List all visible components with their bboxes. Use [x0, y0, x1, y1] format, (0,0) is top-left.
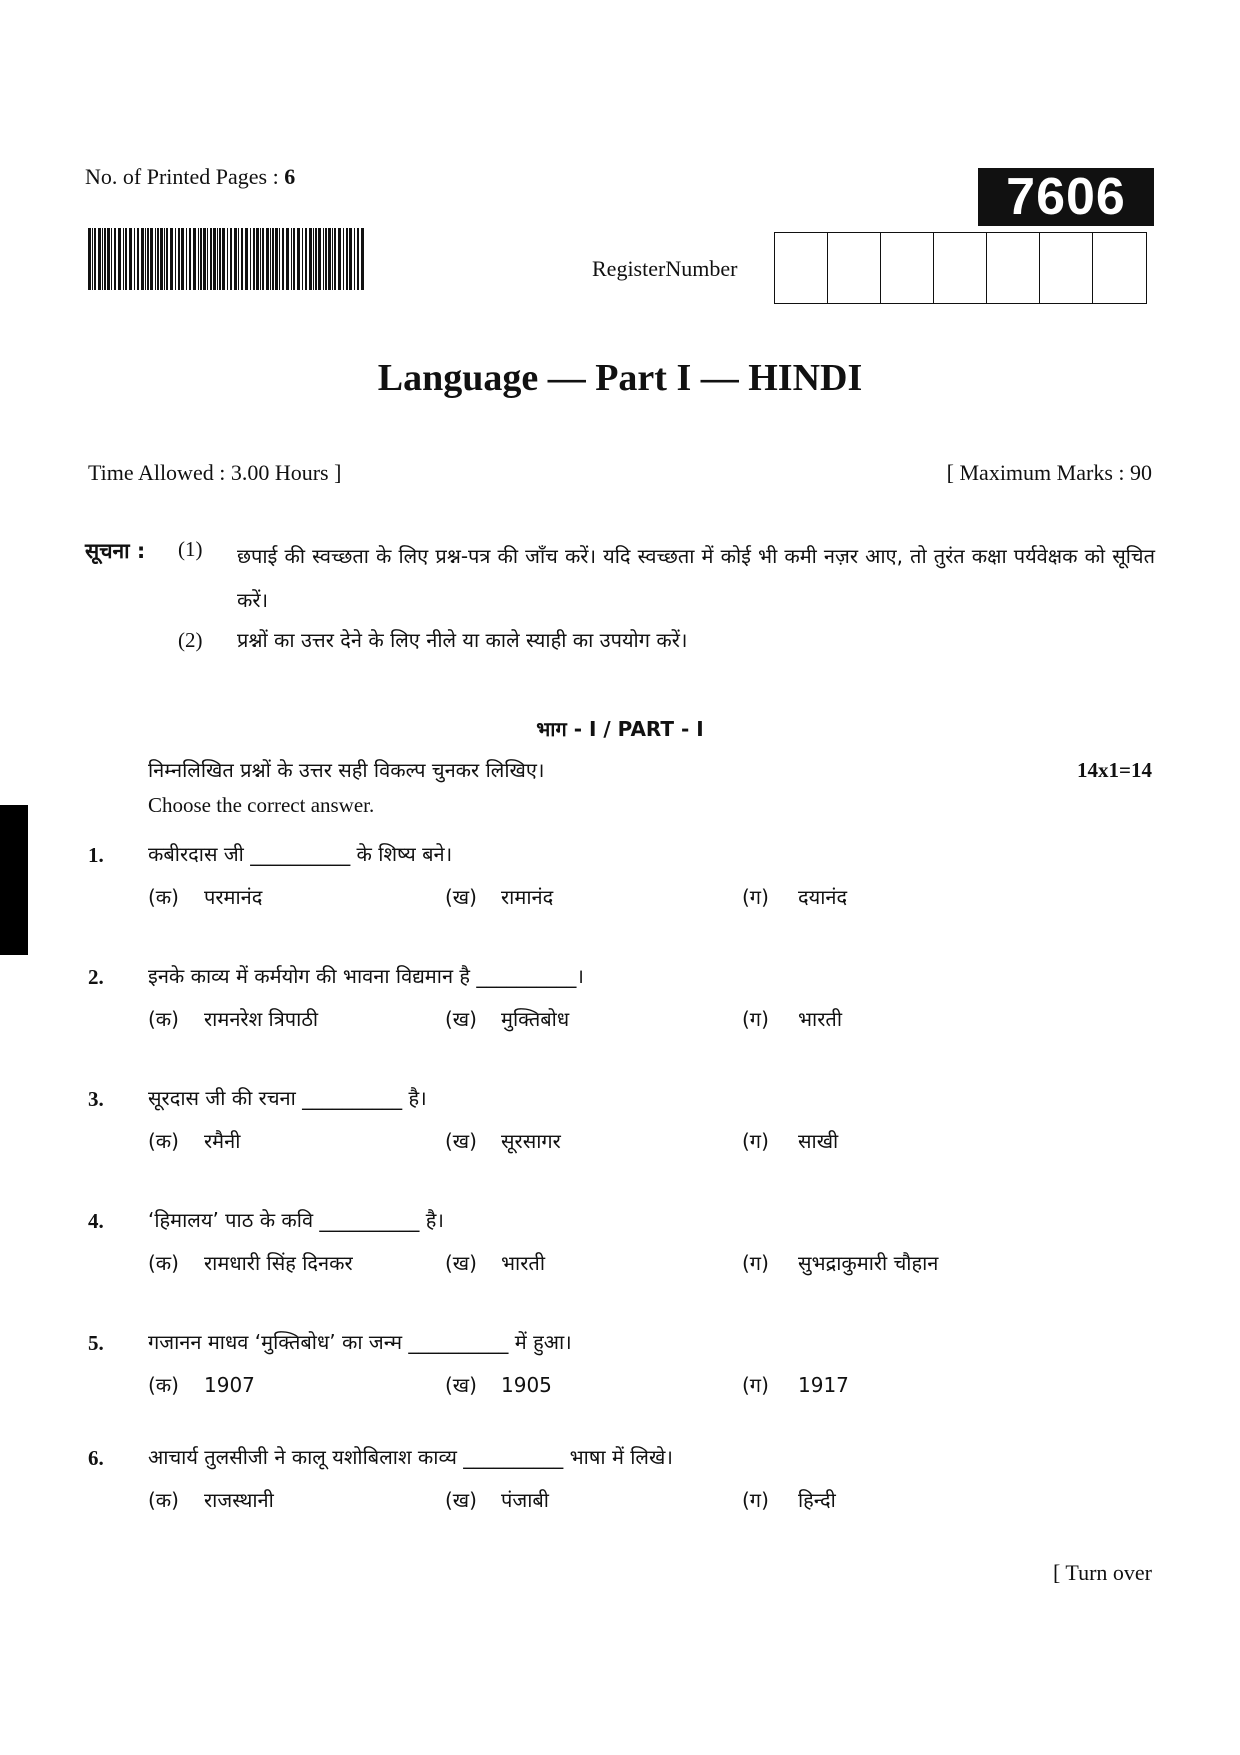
barcode-bar — [219, 228, 221, 290]
barcode-bar — [210, 228, 212, 290]
barcode-bar — [92, 228, 93, 290]
option-marker: (ख) — [445, 1007, 477, 1031]
question-item — [0, 1209, 1240, 1309]
barcode-bar — [102, 228, 103, 290]
time-allowed: Time Allowed : 3.00 Hours ] — [88, 460, 342, 485]
option-text: मुक्तिबोध — [501, 1007, 570, 1031]
barcode-bar — [114, 228, 116, 290]
barcode-bar — [343, 228, 344, 290]
barcode-bar — [155, 228, 156, 290]
register-digit-box[interactable] — [775, 233, 828, 303]
barcode-bar — [357, 228, 359, 290]
barcode-bar — [164, 228, 165, 290]
barcode-bar — [260, 228, 261, 290]
barcode-bar — [94, 228, 96, 290]
barcode-bar — [349, 228, 352, 290]
barcode-bar — [141, 228, 144, 290]
barcode-bar — [157, 228, 159, 290]
question-text: सूरदास जी की रचना __________ है। — [148, 1086, 427, 1110]
option-text: 1905 — [501, 1373, 552, 1397]
answer-option — [445, 1371, 552, 1398]
option-text: दयानंद — [798, 885, 848, 909]
option-text: सुभद्राकुमारी चौहान — [798, 1251, 939, 1275]
barcode-bar — [137, 228, 139, 290]
barcode-bar — [262, 228, 264, 290]
instruction-hindi: निम्नलिखित प्रश्नों के उत्तर सही विकल्प चुनकर लिखिए। — [148, 758, 545, 782]
maximum-marks: [ Maximum Marks : 90 — [946, 460, 1152, 485]
option-text: सूरसागर — [501, 1129, 561, 1153]
barcode-bar — [198, 228, 199, 290]
option-text: भारती — [798, 1007, 842, 1031]
barcode-bar — [238, 228, 239, 290]
answer-option — [742, 1249, 938, 1276]
option-text: परमानंद — [204, 885, 263, 909]
barcode-bar — [88, 228, 91, 290]
barcode-bar — [318, 228, 321, 290]
answer-option — [148, 1371, 255, 1398]
option-marker: (ख) — [445, 1129, 477, 1153]
barcode-bar — [145, 228, 146, 290]
barcode-bar — [270, 228, 271, 290]
barcode-bar — [181, 228, 184, 290]
question-item — [0, 965, 1240, 1065]
barcode-bar — [170, 228, 173, 290]
barcode-bar — [203, 228, 206, 290]
notice-item-number: (2) — [178, 628, 203, 652]
option-text: हिन्दी — [798, 1488, 836, 1512]
answer-option — [148, 883, 262, 910]
answer-option — [148, 1005, 318, 1032]
question-number: 3. — [88, 1087, 104, 1111]
barcode-bar — [178, 228, 180, 290]
barcode-bar — [282, 228, 284, 290]
question-number: 2. — [88, 965, 104, 989]
barcode-bar — [361, 228, 364, 290]
question-text: ‘हिमालय’ पाठ के कवि __________ है। — [148, 1208, 444, 1232]
register-digit-box[interactable] — [1040, 233, 1093, 303]
barcode-bar — [302, 228, 303, 290]
answer-option — [445, 1249, 545, 1276]
answer-option — [742, 1371, 849, 1398]
barcode-bar — [175, 228, 176, 290]
notice-item-text: छपाई की स्वच्छता के लिए प्रश्न-पत्र की जाँच करें। यदि स्वच्छता में कोई भी कमी नज़र आए, तो तुरंत कक्षा पर्यवेक्षक को सूचित करें। — [237, 544, 1155, 612]
answer-option — [742, 1005, 842, 1032]
option-text: रमैनी — [204, 1129, 241, 1153]
option-text: 1907 — [204, 1373, 255, 1397]
barcode-image — [88, 228, 368, 290]
option-marker: (ग) — [742, 1007, 769, 1031]
barcode-bar — [332, 228, 333, 290]
register-digit-box[interactable] — [828, 233, 881, 303]
turn-over-note: [ Turn over — [1052, 1560, 1152, 1585]
register-digit-box[interactable] — [934, 233, 987, 303]
answer-option — [742, 1486, 836, 1513]
option-marker: (ग) — [742, 1373, 769, 1397]
barcode-bar — [313, 228, 314, 290]
barcode-bar — [230, 228, 232, 290]
barcode-bar — [186, 228, 187, 290]
option-marker: (ख) — [445, 1251, 477, 1275]
option-marker: (क) — [148, 1129, 179, 1153]
barcode-bar — [334, 228, 336, 290]
question-number: 1. — [88, 843, 104, 867]
barcode-bar — [328, 228, 331, 290]
question-number: 5. — [88, 1331, 104, 1355]
option-text: भारती — [501, 1251, 545, 1275]
register-number-label: RegisterNumber — [592, 256, 738, 281]
barcode-bar — [275, 228, 278, 290]
barcode-bar — [125, 228, 127, 290]
barcode-bar — [123, 228, 124, 290]
barcode-bar — [279, 228, 280, 290]
barcode-bar — [286, 228, 289, 290]
question-number: 6. — [88, 1446, 104, 1470]
option-marker: (क) — [148, 1373, 179, 1397]
barcode-bar — [234, 228, 237, 290]
barcode-bar — [325, 228, 327, 290]
barcode-bar — [147, 228, 149, 290]
barcode-bar — [256, 228, 259, 290]
barcode-bar — [354, 228, 355, 290]
answer-option — [742, 883, 847, 910]
option-marker: (ग) — [742, 1488, 769, 1512]
barcode-bar — [150, 228, 153, 290]
barcode-bar — [107, 228, 110, 290]
question-item — [0, 1087, 1240, 1187]
option-marker: (ख) — [445, 1373, 477, 1397]
barcode-bar — [213, 228, 216, 290]
printed-pages-value: 6 — [284, 164, 296, 189]
barcode-bar — [253, 228, 255, 290]
barcode-bar — [193, 228, 196, 290]
barcode-bar — [98, 228, 101, 290]
barcode-bar — [266, 228, 269, 290]
barcode-bar — [129, 228, 132, 290]
answer-option — [445, 1005, 569, 1032]
answer-option — [148, 1249, 353, 1276]
exam-title: Language — Part I — HINDI — [377, 357, 863, 399]
answer-option — [445, 1127, 561, 1154]
question-number: 4. — [88, 1209, 104, 1233]
barcode-bar — [200, 228, 202, 290]
register-digit-box[interactable] — [881, 233, 934, 303]
option-marker: (क) — [148, 885, 179, 909]
question-item — [0, 1331, 1240, 1431]
part-heading: भाग - I / PART - I — [536, 717, 704, 741]
barcode-bar — [323, 228, 324, 290]
option-marker: (ग) — [742, 1251, 769, 1275]
question-text: कबीरदास जी __________ के शिष्य बने। — [148, 842, 453, 866]
printed-pages-label: No. of Printed Pages : — [85, 164, 279, 189]
notice-item-text: प्रश्नों का उत्तर देने के लिए नीले या काले स्याही का उपयोग करें। — [237, 628, 688, 652]
option-text: पंजाबी — [501, 1488, 549, 1512]
barcode-bar — [166, 228, 168, 290]
option-text: रामानंद — [501, 885, 554, 909]
option-text: रामनरेश त्रिपाठी — [204, 1007, 319, 1031]
barcode-bar — [134, 228, 135, 290]
barcode-bar — [297, 228, 300, 290]
part-marks: 14x1=14 — [1077, 758, 1152, 782]
option-text: रामधारी सिंह दिनकर — [204, 1251, 353, 1275]
option-marker: (क) — [148, 1488, 179, 1512]
register-digit-box[interactable] — [987, 233, 1040, 303]
barcode-bar — [111, 228, 112, 290]
barcode-bar — [338, 228, 341, 290]
option-text: 1917 — [798, 1373, 849, 1397]
barcode-bar — [293, 228, 295, 290]
barcode-bar — [160, 228, 163, 290]
answer-option — [742, 1127, 838, 1154]
barcode-bar — [118, 228, 121, 290]
question-text: गजानन माधव ‘मुक्तिबोध’ का जन्म __________ में हुआ। — [148, 1330, 572, 1354]
option-marker: (क) — [148, 1007, 179, 1031]
barcode-bar — [227, 228, 228, 290]
option-marker: (ग) — [742, 885, 769, 909]
register-digit-box[interactable] — [1093, 233, 1146, 303]
barcode-bar — [241, 228, 243, 290]
answer-option — [148, 1486, 274, 1513]
barcode-bar — [207, 228, 208, 290]
barcode-bar — [250, 228, 251, 290]
barcode-bar — [189, 228, 191, 290]
option-marker: (ग) — [742, 1129, 769, 1153]
barcode-bar — [309, 228, 312, 290]
question-text: इनके काव्य में कर्मयोग की भावना विद्यमान है __________। — [148, 964, 584, 988]
notice-label: सूचना : — [85, 539, 146, 563]
option-marker: (क) — [148, 1251, 179, 1275]
barcode-bar — [245, 228, 248, 290]
answer-option — [445, 883, 553, 910]
option-marker: (ख) — [445, 885, 477, 909]
option-text: राजस्थानी — [204, 1488, 274, 1512]
barcode-bar — [272, 228, 274, 290]
paper-code: 7606 — [978, 168, 1154, 226]
question-item — [0, 1446, 1240, 1546]
answer-option — [148, 1127, 240, 1154]
option-marker: (ख) — [445, 1488, 477, 1512]
printed-pages-line — [85, 164, 295, 190]
barcode-bar — [222, 228, 225, 290]
barcode-bar — [291, 228, 292, 290]
barcode-bar — [305, 228, 307, 290]
barcode-bar — [346, 228, 348, 290]
question-text: आचार्य तुलसीजी ने कालू यशोबिलाश काव्य __________ भाषा में लिखे। — [148, 1445, 673, 1469]
option-text: साखी — [798, 1129, 839, 1153]
answer-option — [445, 1486, 549, 1513]
barcode-bar — [217, 228, 218, 290]
register-number-boxes[interactable] — [774, 232, 1147, 304]
barcode-bar — [104, 228, 106, 290]
instruction-english: Choose the correct answer. — [148, 793, 375, 817]
notice-item-number: (1) — [178, 537, 203, 561]
question-item — [0, 843, 1240, 943]
barcode-bar — [315, 228, 317, 290]
